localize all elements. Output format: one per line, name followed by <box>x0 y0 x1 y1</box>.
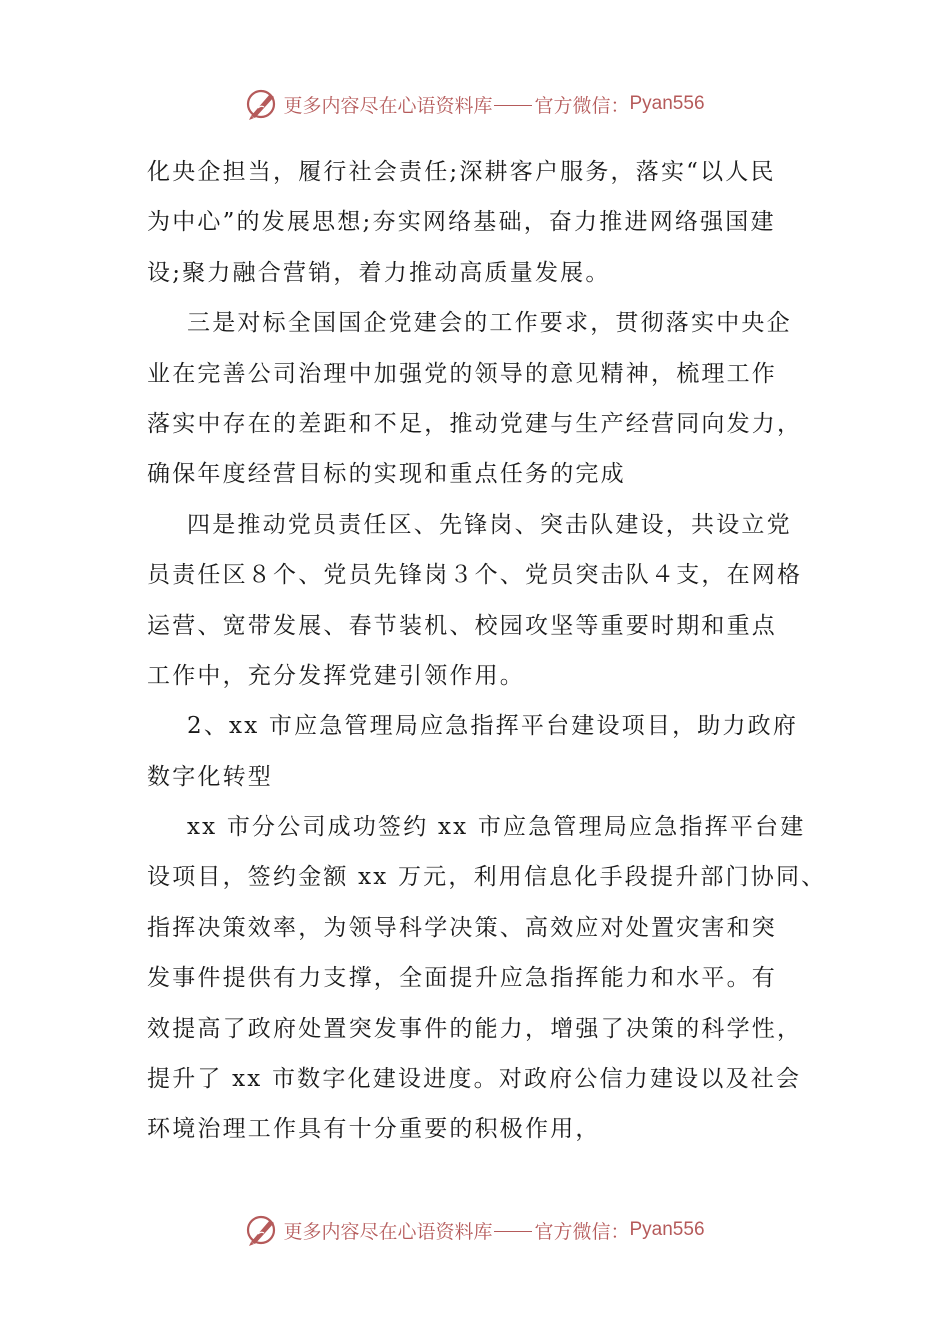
document-body <box>147 147 827 1155</box>
watermark-handle: Pyan556 <box>629 1219 705 1240</box>
text-line: 运营、宽带发展、春节装机、校园攻坚等重要时期和重点 <box>147 612 777 639</box>
text-line: 提升了 xx 市数字化建设进度。对政府公信力建设以及社会 <box>147 1066 802 1093</box>
pen-logo-icon <box>245 87 279 121</box>
watermark-dash <box>494 1231 532 1232</box>
header-watermark <box>0 84 950 124</box>
watermark-suffix: 官方微信： <box>534 1220 630 1243</box>
text-line: 工作中，充分发挥党建引领作用。 <box>147 662 525 689</box>
text-line: 设项目，签约金额 xx 万元，利用信息化手段提升部门协同、 <box>147 864 827 891</box>
watermark-suffix: 官方微信： <box>534 94 630 117</box>
text-line: 发事件提供有力支撑，全面提升应急指挥能力和水平。有 <box>147 965 777 992</box>
text-line: 员责任区８个、党员先锋岗３个、党员突击队４支，在网格 <box>147 562 803 589</box>
pen-logo-icon <box>245 1213 279 1247</box>
text-line: 化央企担当，履行社会责任;深耕客户服务，落实“以人民 <box>147 159 776 185</box>
text-line: 效提高了政府处置突发事件的能力，增强了决策的科学性， <box>147 1015 803 1042</box>
text-line: 设;聚力融合营销，着力推动高质量发展。 <box>147 259 611 286</box>
watermark-text: 更多内容尽在心语资料库 <box>283 94 493 117</box>
watermark-handle: Pyan556 <box>629 93 705 114</box>
footer-watermark <box>0 1210 950 1250</box>
text-line: 四是推动党员责任区、先锋岗、突击队建设，共设立党 <box>187 511 792 538</box>
text-line: 业在完善公司治理中加强党的领导的意见精神，梳理工作 <box>147 360 777 387</box>
text-line: xx 市分公司成功签约 xx 市应急管理局应急指挥平台建 <box>187 814 806 841</box>
text-line: 为中心”的发展思想;夯实网络基础，奋力推进网络强国建 <box>147 209 776 236</box>
text-line: 数字化转型 <box>147 763 273 790</box>
watermark-text: 更多内容尽在心语资料库 <box>283 1220 493 1243</box>
text-line: 指挥决策效率，为领导科学决策、高效应对处置灾害和突 <box>147 914 777 941</box>
text-line: 环境治理工作具有十分重要的积极作用， <box>147 1116 601 1143</box>
text-line: 三是对标全国国企党建会的工作要求，贯彻落实中央企 <box>187 310 792 337</box>
watermark-dash <box>494 105 532 106</box>
text-line: 落实中存在的差距和不足，推动党建与生产经营同向发力， <box>147 410 803 437</box>
text-line: 2、xx 市应急管理局应急指挥平台建设项目，助力政府 <box>187 713 799 740</box>
text-line: 确保年度经营目标的实现和重点任务的完成 <box>147 461 626 488</box>
